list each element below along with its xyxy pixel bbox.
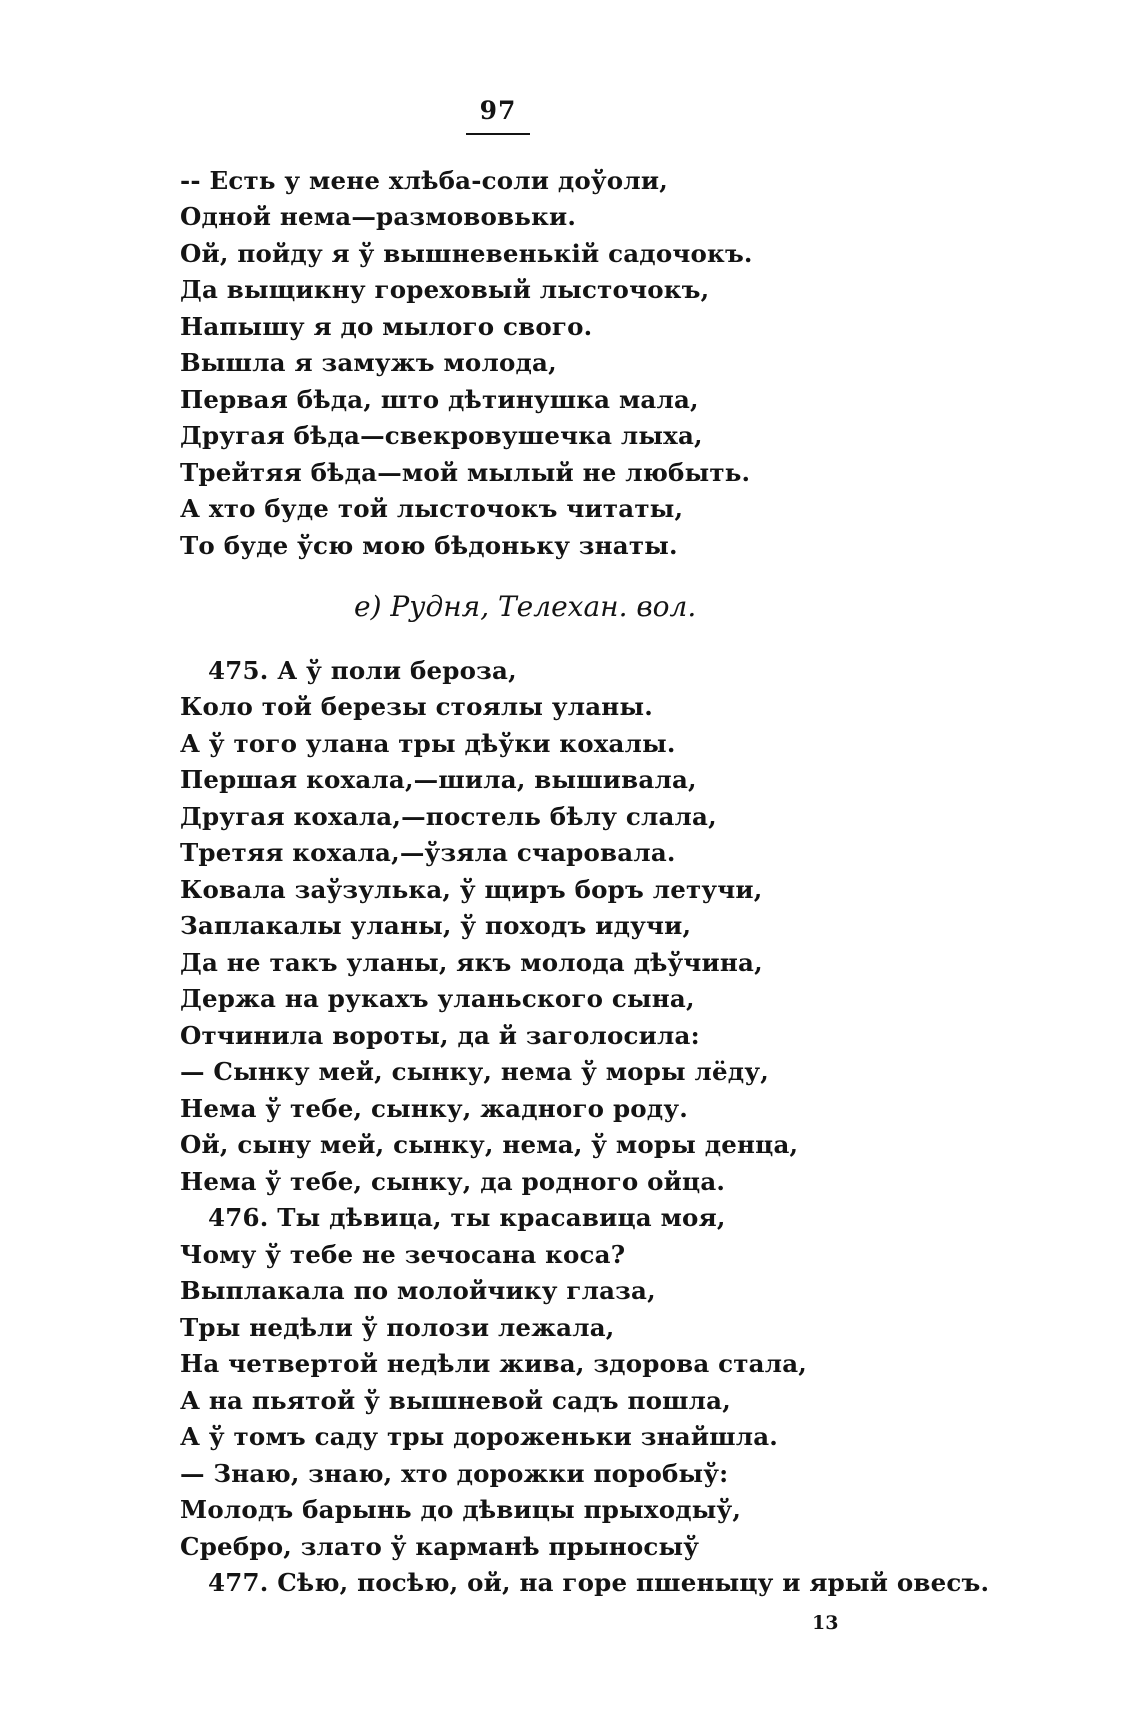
verse-line: Молодъ барынь до дѣвицы прыходыў, xyxy=(180,1495,742,1524)
verse-line: Отчинила вороты, да й заголосила: xyxy=(180,1021,700,1050)
verse-line: Да выщикну гореховый лысточокъ, xyxy=(180,275,710,304)
verse-line: Нема ў тебе, сынку, да родного ойца. xyxy=(180,1167,726,1196)
verse-line: Другая кохала,—постель бѣлу слала, xyxy=(180,802,717,831)
verse-line: Тры недѣли ў полози лежала, xyxy=(180,1313,615,1342)
verse-line: Одной нема—размововьки. xyxy=(180,202,577,231)
verse-line: Заплакалы уланы, ў походъ идучи, xyxy=(180,911,692,940)
verse-line: Первая бѣда, што дѣтинушка мала, xyxy=(180,385,699,414)
verse-line: Трейтяя бѣда—мой мылый не любыть. xyxy=(180,458,751,487)
signature-mark: 13 xyxy=(812,1612,839,1634)
verse-line: — Сынку мей, сынку, нема ў моры лёду, xyxy=(180,1057,769,1086)
verse-line: А на пьятой ў вышневой садъ пошла, xyxy=(180,1386,731,1415)
song-number: 476 xyxy=(208,1203,260,1232)
verse-line: А хто буде той лысточокъ читаты, xyxy=(180,494,684,523)
verse-line: Напышу я до мылого свого. xyxy=(180,312,593,341)
verse-line: Держа на рукахъ уланьского сына, xyxy=(180,984,695,1013)
verse-line: Третяя кохала,—ўзяла счаровала. xyxy=(180,838,676,867)
verse-line: Другая бѣда—свекровушечка лыха, xyxy=(180,421,703,450)
verse-line: -- Есть у мене хлѣба-соли доўоли, xyxy=(180,166,668,195)
verse-line: А ў томъ саду тры дороженьки знайшла. xyxy=(180,1422,779,1451)
verse-line: Выплакала по молойчику глаза, xyxy=(180,1276,656,1305)
verse-line: Нема ў тебе, сынку, жадного роду. xyxy=(180,1094,688,1123)
song-477-first-line xyxy=(208,1568,989,1597)
verse-line: Вышла я замужъ молода, xyxy=(180,348,557,377)
song-number: 477 xyxy=(208,1568,260,1597)
verse-line: Першая кохала,—шила, вышивала, xyxy=(180,765,697,794)
verse-line: Коло той березы стоялы уланы. xyxy=(180,692,653,721)
song-first-line-text: . А ў поли бероза, xyxy=(259,656,517,685)
song-475-first-line xyxy=(208,656,517,685)
page-number: 97 xyxy=(479,96,517,125)
page-number-rule xyxy=(466,133,530,135)
verse-line: Ой, пойду я ў вышневенькій садочокъ. xyxy=(180,239,753,268)
verse-line: А ў того улана тры дѣўки кохалы. xyxy=(180,729,676,758)
verse-line: Ой, сыну мей, сынку, нема, ў моры денца, xyxy=(180,1130,799,1159)
verse-line: Да не такъ уланы, якъ молода дѣўчина, xyxy=(180,948,763,977)
verse-line: На четвертой недѣли жива, здорова стала, xyxy=(180,1349,807,1378)
verse-line: Чому ў тебе не зечосана коса? xyxy=(180,1240,626,1269)
section-heading: е) Рудня, Телехан. вол. xyxy=(354,590,697,623)
verse-line: — Знаю, знаю, хто дорожки поробыў: xyxy=(180,1459,729,1488)
verse-line: Ковала заўзулька, ў щиръ боръ летучи, xyxy=(180,875,763,904)
song-number: 475 xyxy=(208,656,260,685)
song-first-line-text: . Ты дѣвица, ты красавица моя, xyxy=(259,1203,726,1232)
verse-line: То буде ўсю мою бѣдоньку знаты. xyxy=(180,531,678,560)
song-first-line-text: . Сѣю, посѣю, ой, на горе пшеныцу и ярый овесъ. xyxy=(259,1568,990,1597)
song-476-first-line xyxy=(208,1203,726,1232)
verse-line: Сребро, злато ў карманѣ прыносыў xyxy=(180,1532,700,1561)
